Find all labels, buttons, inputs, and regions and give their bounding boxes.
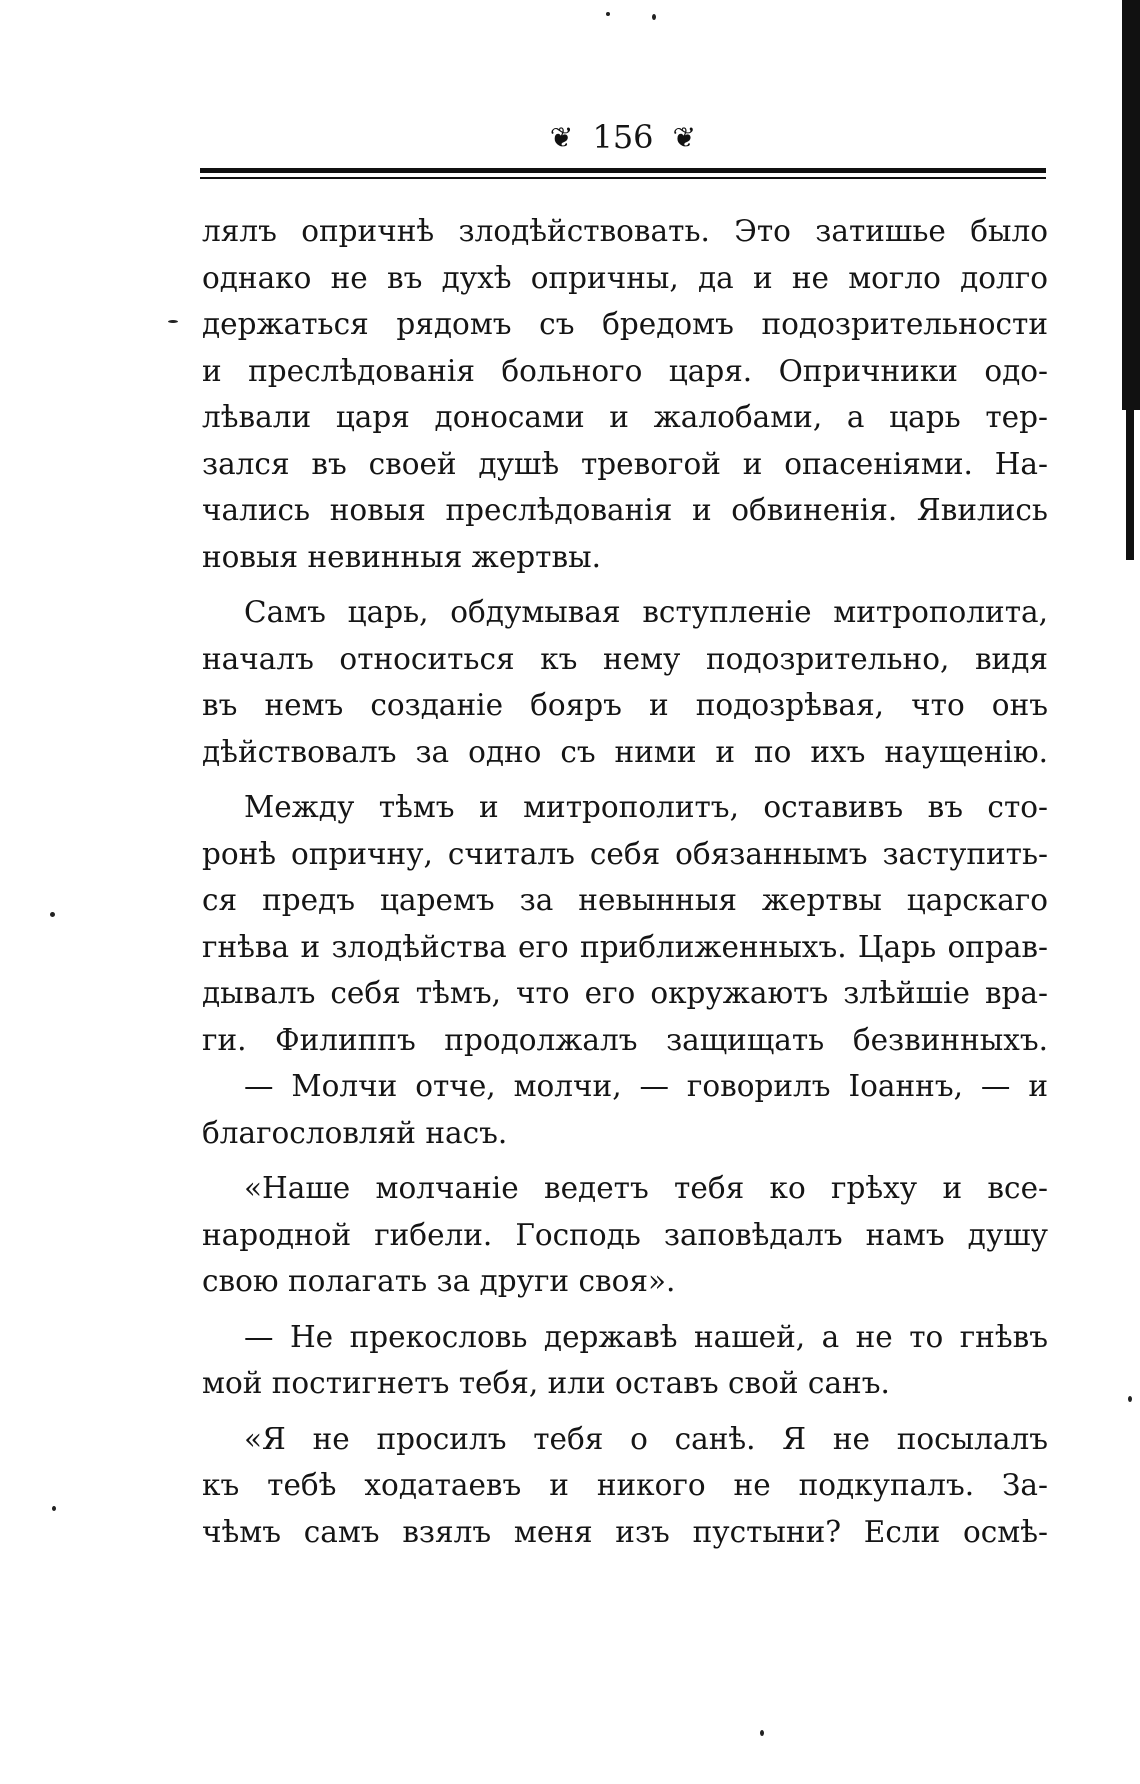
page-body-text bbox=[202, 208, 1048, 1555]
text-line: народной гибели. Господь заповѣдалъ намъ душу bbox=[202, 1217, 1048, 1252]
text-line: ги. Филиппъ продолжалъ защищать безвинныхъ. bbox=[202, 1022, 1048, 1057]
scan-speck bbox=[168, 320, 178, 323]
paragraph bbox=[202, 784, 1048, 1063]
text-line: и преслѣдованія больного царя. Опричники одо- bbox=[202, 353, 1048, 388]
text-line: «Наше молчаніе ведетъ тебя ко грѣху и все- bbox=[244, 1171, 1048, 1205]
text-line: ронѣ опричну, считалъ себя обязаннымъ заступить- bbox=[202, 836, 1048, 871]
ornament-left-icon: ❦ bbox=[549, 120, 574, 154]
text-line: въ немъ созданіе бояръ и подозрѣвая, что онъ bbox=[202, 688, 1048, 722]
scan-speck bbox=[652, 14, 656, 20]
page-edge-shadow bbox=[1122, 0, 1140, 410]
paragraph bbox=[202, 589, 1048, 775]
text-line: гнѣва и злодѣйства его приближенныхъ. Царь оправ- bbox=[202, 929, 1048, 964]
text-line: «Я не просилъ тебя о санѣ. Я не посылалъ bbox=[244, 1421, 1048, 1456]
page-edge-shadow-lower bbox=[1126, 410, 1134, 560]
text-line: Между тѣмъ и митрополитъ, оставивъ въ сто- bbox=[244, 790, 1048, 824]
text-line: однако не въ духѣ опричны, да и не могло долго bbox=[202, 260, 1048, 295]
text-line: дѣйствовалъ за одно съ ними и по ихъ наущенію. bbox=[202, 734, 1048, 769]
scan-speck bbox=[1128, 1396, 1132, 1402]
text-line: ся предъ царемъ за невынныя жертвы царскаго bbox=[202, 883, 1048, 917]
scan-speck bbox=[52, 1506, 56, 1511]
ornament-right-icon: ❦ bbox=[672, 120, 697, 154]
text-line: началъ относиться къ нему подозрительно, видя bbox=[202, 641, 1048, 676]
text-line: мой постигнетъ тебя, или оставъ свой санъ. bbox=[202, 1366, 890, 1400]
paragraph bbox=[202, 208, 1048, 580]
text-line: благословляй насъ. bbox=[202, 1115, 508, 1150]
paragraph bbox=[202, 1314, 1048, 1407]
header-rule-thin bbox=[200, 177, 1046, 179]
text-line: лѣвали царя доносами и жалобами, а царь тер- bbox=[202, 400, 1048, 434]
text-line: держаться рядомъ съ бредомъ подозрительности bbox=[202, 307, 1048, 341]
text-line: Самъ царь, обдумывая вступленіе митрополита, bbox=[244, 595, 1048, 629]
paragraph bbox=[202, 1416, 1048, 1556]
scan-speck bbox=[760, 1730, 764, 1736]
text-line: чѣмъ самъ взялъ меня изъ пустыни? Если осмѣ- bbox=[202, 1514, 1048, 1549]
header-rule-thick bbox=[200, 168, 1046, 173]
text-line: новыя невинныя жертвы. bbox=[202, 539, 601, 574]
text-line: къ тебѣ ходатаевъ и никого не подкупалъ. За- bbox=[202, 1468, 1048, 1502]
text-line: чались новыя преслѣдованія и обвиненія. Явились bbox=[202, 493, 1048, 527]
text-line: — Молчи отче, молчи, — говорилъ Іоаннъ, — и bbox=[244, 1069, 1048, 1103]
text-line: свою полагать за други своя». bbox=[202, 1264, 676, 1298]
text-line: дывалъ себя тѣмъ, что его окружаютъ злѣйшіе вра- bbox=[202, 976, 1048, 1010]
page-number: 156 bbox=[592, 118, 654, 156]
text-line: — Не прекословь державѣ нашей, а не то гнѣвъ bbox=[244, 1319, 1048, 1354]
scan-speck bbox=[50, 912, 55, 917]
paragraph bbox=[202, 1165, 1048, 1305]
text-line: лялъ опричнѣ злодѣйствовать. Это затишье было bbox=[202, 214, 1048, 248]
page-header bbox=[200, 118, 1046, 162]
text-line: зался въ своей душѣ тревогой и опасеніями. На- bbox=[202, 446, 1048, 481]
scan-speck bbox=[606, 12, 610, 16]
paragraph bbox=[202, 1063, 1048, 1156]
